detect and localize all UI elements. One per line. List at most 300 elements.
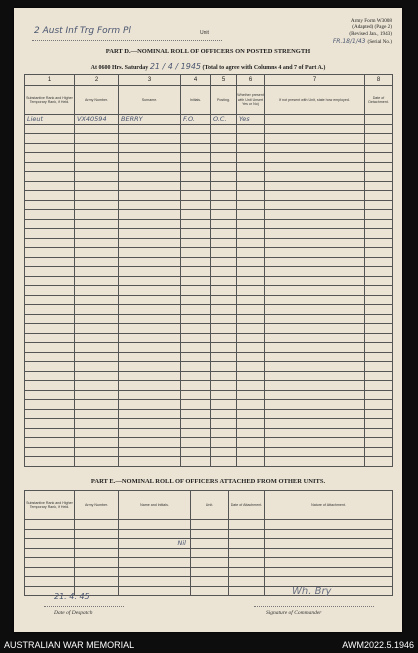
table-cell xyxy=(237,181,265,191)
table-cell xyxy=(365,457,393,467)
table-cell xyxy=(119,567,191,577)
column-number: 2 xyxy=(75,75,119,86)
table-cell xyxy=(237,172,265,182)
table-cell xyxy=(265,343,365,353)
column-header: Unit. xyxy=(191,491,229,520)
table-cell xyxy=(25,577,75,587)
date-prefix: At 0600 Hrs. Saturday xyxy=(90,65,149,71)
table-cell xyxy=(237,324,265,334)
table-cell xyxy=(119,181,181,191)
table-cell xyxy=(265,191,365,201)
table-cell xyxy=(365,276,393,286)
table-cell xyxy=(25,305,75,315)
form-reference xyxy=(349,18,392,37)
table-row xyxy=(25,219,393,229)
table-cell xyxy=(75,428,119,438)
table-cell xyxy=(191,558,229,568)
table-row xyxy=(25,172,393,182)
table-cell xyxy=(75,567,119,577)
table-cell xyxy=(237,362,265,372)
table-cell xyxy=(181,324,211,334)
table-cell xyxy=(211,153,237,163)
commander-signature: Wh. Bry xyxy=(292,586,332,597)
table-cell xyxy=(211,286,237,296)
table-cell xyxy=(237,409,265,419)
table-cell xyxy=(119,362,181,372)
table-row xyxy=(25,390,393,400)
table-cell xyxy=(75,267,119,277)
table-row xyxy=(25,295,393,305)
table-cell xyxy=(25,333,75,343)
table-row xyxy=(25,333,393,343)
column-number-row xyxy=(25,75,393,86)
table-row xyxy=(25,134,393,144)
table-cell xyxy=(265,248,365,258)
table-cell xyxy=(75,400,119,410)
table-cell xyxy=(119,324,181,334)
army-number-cell: VX40594 xyxy=(75,115,119,125)
table-cell xyxy=(365,324,393,334)
table-cell xyxy=(119,352,181,362)
table-cell xyxy=(75,447,119,457)
table-cell xyxy=(237,419,265,429)
table-cell xyxy=(365,229,393,239)
table-cell xyxy=(25,381,75,391)
table-row xyxy=(25,115,393,125)
table-cell xyxy=(237,428,265,438)
table-cell xyxy=(191,520,229,530)
table-cell xyxy=(119,390,181,400)
table-cell xyxy=(265,390,365,400)
column-number: 6 xyxy=(237,75,265,86)
table-cell xyxy=(75,381,119,391)
table-row xyxy=(25,276,393,286)
table-row xyxy=(25,352,393,362)
table-cell xyxy=(265,200,365,210)
rank-cell: Lieut xyxy=(25,115,75,125)
table-cell xyxy=(211,438,237,448)
table-row xyxy=(25,153,393,163)
table-cell xyxy=(211,419,237,429)
table-cell xyxy=(265,428,365,438)
table-row xyxy=(25,548,393,558)
table-cell xyxy=(191,577,229,587)
table-cell xyxy=(365,352,393,362)
archive-accession-number: AWM2022.5.1946 xyxy=(342,640,414,650)
table-cell xyxy=(365,181,393,191)
table-row xyxy=(25,362,393,372)
employment-cell xyxy=(265,115,365,125)
table-cell xyxy=(119,548,191,558)
table-cell xyxy=(237,162,265,172)
table-cell xyxy=(211,447,237,457)
signature-line xyxy=(254,606,374,607)
table-cell xyxy=(75,548,119,558)
unit-label: Unit xyxy=(200,30,209,36)
table-cell xyxy=(25,181,75,191)
column-number: 7 xyxy=(265,75,365,86)
table-cell xyxy=(237,143,265,153)
table-cell xyxy=(119,520,191,530)
table-cell xyxy=(75,276,119,286)
table-cell xyxy=(211,400,237,410)
table-cell xyxy=(265,238,365,248)
table-row xyxy=(25,210,393,220)
date-handwritten: 21 / 4 / 194 xyxy=(149,62,196,71)
part-d-table xyxy=(24,74,393,467)
table-row xyxy=(25,143,393,153)
table-cell xyxy=(25,200,75,210)
table-cell xyxy=(237,276,265,286)
table-cell xyxy=(229,558,265,568)
table-cell xyxy=(119,124,181,134)
table-cell xyxy=(365,400,393,410)
table-cell xyxy=(365,371,393,381)
table-cell xyxy=(265,457,365,467)
table-cell xyxy=(75,314,119,324)
table-cell xyxy=(75,362,119,372)
table-cell xyxy=(365,219,393,229)
table-cell xyxy=(181,276,211,286)
table-cell xyxy=(181,419,211,429)
detachment-date-cell xyxy=(365,115,393,125)
table-cell xyxy=(25,124,75,134)
table-cell xyxy=(265,314,365,324)
column-number: 4 xyxy=(181,75,211,86)
table-cell xyxy=(75,143,119,153)
table-cell xyxy=(25,276,75,286)
table-cell xyxy=(25,362,75,372)
table-cell xyxy=(211,428,237,438)
table-cell xyxy=(75,162,119,172)
table-cell xyxy=(181,457,211,467)
table-row xyxy=(25,257,393,267)
table-row xyxy=(25,447,393,457)
table-cell xyxy=(237,248,265,258)
table-row xyxy=(25,229,393,239)
table-cell xyxy=(25,567,75,577)
archive-caption-bar xyxy=(0,640,418,653)
column-header-row xyxy=(25,86,393,115)
table-cell xyxy=(181,134,211,144)
table-cell xyxy=(365,172,393,182)
table-row xyxy=(25,520,393,530)
table-cell xyxy=(211,210,237,220)
table-cell xyxy=(265,219,365,229)
table-cell xyxy=(119,305,181,315)
table-cell xyxy=(181,362,211,372)
table-cell xyxy=(119,238,181,248)
table-cell xyxy=(119,381,181,391)
table-row xyxy=(25,124,393,134)
table-cell xyxy=(365,143,393,153)
table-row xyxy=(25,248,393,258)
table-cell xyxy=(25,134,75,144)
table-cell xyxy=(181,162,211,172)
table-cell xyxy=(75,210,119,220)
table-cell xyxy=(181,314,211,324)
table-cell xyxy=(237,381,265,391)
table-cell xyxy=(229,520,265,530)
table-cell xyxy=(181,400,211,410)
table-cell xyxy=(229,567,265,577)
table-cell xyxy=(119,529,191,539)
table-cell xyxy=(365,419,393,429)
table-cell xyxy=(119,229,181,239)
table-cell xyxy=(229,586,265,596)
table-cell xyxy=(265,409,365,419)
column-header: Initials. xyxy=(181,86,211,115)
table-cell xyxy=(229,529,265,539)
table-cell xyxy=(25,238,75,248)
table-row xyxy=(25,324,393,334)
table-cell xyxy=(25,248,75,258)
table-cell xyxy=(181,447,211,457)
table-cell xyxy=(211,229,237,239)
table-cell xyxy=(25,143,75,153)
table-cell xyxy=(211,191,237,201)
table-cell xyxy=(265,333,365,343)
column-number: 8 xyxy=(365,75,393,86)
table-cell xyxy=(181,210,211,220)
serial-handwritten: FR.18/1/43 xyxy=(332,38,366,45)
table-cell xyxy=(211,343,237,353)
initials-cell: F.O. xyxy=(181,115,211,125)
table-cell xyxy=(25,419,75,429)
table-cell xyxy=(181,191,211,201)
table-cell xyxy=(181,438,211,448)
table-cell xyxy=(181,143,211,153)
table-cell xyxy=(75,419,119,429)
table-cell xyxy=(365,134,393,144)
table-cell xyxy=(265,567,393,577)
table-cell xyxy=(75,238,119,248)
table-cell xyxy=(25,539,75,549)
table-row xyxy=(25,419,393,429)
table-cell xyxy=(181,428,211,438)
column-header: Army Number. xyxy=(75,491,119,520)
table-cell xyxy=(25,438,75,448)
table-cell xyxy=(119,586,191,596)
table-row xyxy=(25,428,393,438)
table-cell xyxy=(191,586,229,596)
table-cell xyxy=(25,257,75,267)
despatch-line xyxy=(44,606,124,607)
table-cell xyxy=(237,134,265,144)
table-cell xyxy=(25,162,75,172)
table-cell xyxy=(75,134,119,144)
table-cell xyxy=(25,352,75,362)
table-cell xyxy=(75,457,119,467)
table-cell xyxy=(265,181,365,191)
table-cell xyxy=(119,172,181,182)
table-cell xyxy=(265,520,393,530)
table-cell xyxy=(181,257,211,267)
table-cell xyxy=(265,134,365,144)
table-cell xyxy=(237,295,265,305)
part-d-title: PART D.—NOMINAL ROLL OF OFFICERS ON POSTED STRENGTH xyxy=(105,48,311,55)
table-row xyxy=(25,409,393,419)
table-row xyxy=(25,181,393,191)
column-number: 1 xyxy=(25,75,75,86)
table-cell xyxy=(119,400,181,410)
table-cell xyxy=(75,390,119,400)
table-cell xyxy=(211,162,237,172)
table-cell xyxy=(229,539,265,549)
date-handwritten-year: 5 xyxy=(195,62,202,71)
column-header-row xyxy=(25,491,393,520)
table-cell xyxy=(25,172,75,182)
table-cell xyxy=(265,419,365,429)
table-cell xyxy=(25,390,75,400)
table-cell xyxy=(119,428,181,438)
table-cell xyxy=(237,191,265,201)
table-cell xyxy=(181,352,211,362)
column-header: Surname. xyxy=(119,86,181,115)
table-cell xyxy=(265,447,365,457)
table-cell xyxy=(211,181,237,191)
form-ref-line: Army Form W3008 xyxy=(350,18,392,24)
table-cell xyxy=(75,295,119,305)
table-cell xyxy=(211,248,237,258)
table-row xyxy=(25,191,393,201)
table-cell xyxy=(211,457,237,467)
table-cell xyxy=(365,153,393,163)
table-cell xyxy=(25,153,75,163)
table-cell xyxy=(265,362,365,372)
table-cell xyxy=(237,238,265,248)
table-cell xyxy=(237,267,265,277)
table-cell xyxy=(119,371,181,381)
archive-name: AUSTRALIAN WAR MEMORIAL xyxy=(4,640,135,650)
table-cell xyxy=(211,134,237,144)
table-cell xyxy=(365,333,393,343)
table-cell xyxy=(211,219,237,229)
column-header: Army Number. xyxy=(75,86,119,115)
table-cell xyxy=(365,124,393,134)
table-cell xyxy=(181,238,211,248)
table-cell xyxy=(211,409,237,419)
table-cell xyxy=(211,257,237,267)
table-cell xyxy=(119,286,181,296)
table-cell xyxy=(75,371,119,381)
table-cell xyxy=(211,276,237,286)
table-cell xyxy=(365,381,393,391)
table-cell xyxy=(25,548,75,558)
table-cell xyxy=(181,229,211,239)
table-cell xyxy=(265,286,365,296)
table-cell xyxy=(75,153,119,163)
column-number: 5 xyxy=(211,75,237,86)
table-cell xyxy=(75,529,119,539)
table-cell xyxy=(265,400,365,410)
table-cell xyxy=(211,267,237,277)
form-ref-line: (Revised Jan., 1943) xyxy=(349,30,392,37)
table-cell xyxy=(75,219,119,229)
table-row xyxy=(25,539,393,549)
table-cell xyxy=(237,390,265,400)
column-header: Date of Attachment. xyxy=(229,491,265,520)
table-cell xyxy=(191,548,229,558)
table-cell xyxy=(181,219,211,229)
table-row xyxy=(25,371,393,381)
table-cell xyxy=(365,409,393,419)
signature-label: Signature of Commander xyxy=(266,610,322,616)
table-cell xyxy=(119,267,181,277)
table-cell xyxy=(265,143,365,153)
table-cell xyxy=(25,447,75,457)
table-cell xyxy=(119,409,181,419)
table-cell xyxy=(75,333,119,343)
table-cell xyxy=(75,229,119,239)
part-d-date-line xyxy=(14,62,402,71)
table-cell xyxy=(119,276,181,286)
table-cell xyxy=(265,162,365,172)
column-header: Name and Initials. xyxy=(119,491,191,520)
table-cell xyxy=(265,539,393,549)
table-cell xyxy=(237,124,265,134)
table-cell xyxy=(181,153,211,163)
table-row xyxy=(25,286,393,296)
table-cell xyxy=(181,333,211,343)
column-header: Nature of Attachment. xyxy=(265,491,393,520)
table-row xyxy=(25,457,393,467)
table-cell xyxy=(181,124,211,134)
table-cell xyxy=(75,248,119,258)
table-cell xyxy=(211,172,237,182)
table-row xyxy=(25,558,393,568)
column-number: 3 xyxy=(119,75,181,86)
table-cell xyxy=(181,390,211,400)
table-cell xyxy=(237,200,265,210)
table-cell xyxy=(265,172,365,182)
table-cell xyxy=(237,153,265,163)
table-cell xyxy=(237,457,265,467)
table-cell xyxy=(75,343,119,353)
table-cell xyxy=(119,200,181,210)
table-row xyxy=(25,381,393,391)
table-cell xyxy=(265,371,365,381)
table-row xyxy=(25,529,393,539)
table-row xyxy=(25,305,393,315)
table-cell xyxy=(75,558,119,568)
posting-cell: O.C. xyxy=(211,115,237,125)
table-row xyxy=(25,577,393,587)
table-cell xyxy=(181,305,211,315)
table-cell xyxy=(229,548,265,558)
table-cell xyxy=(25,219,75,229)
part-e-title: PART E.—NOMINAL ROLL OF OFFICERS ATTACHED FROM OTHER UNITS. xyxy=(90,478,326,485)
table-cell xyxy=(365,314,393,324)
table-cell xyxy=(237,371,265,381)
table-cell xyxy=(75,200,119,210)
table-cell xyxy=(75,520,119,530)
table-cell xyxy=(237,305,265,315)
table-cell xyxy=(211,324,237,334)
table-cell xyxy=(75,577,119,587)
table-cell xyxy=(25,229,75,239)
table-cell xyxy=(211,295,237,305)
table-cell xyxy=(237,257,265,267)
table-row xyxy=(25,438,393,448)
table-cell xyxy=(181,381,211,391)
table-cell xyxy=(119,134,181,144)
table-cell xyxy=(211,124,237,134)
table-cell xyxy=(75,257,119,267)
column-header: Substantive Rank and Higher Temporary Rank, if Held. xyxy=(25,86,75,115)
table-cell xyxy=(119,162,181,172)
table-cell xyxy=(265,229,365,239)
